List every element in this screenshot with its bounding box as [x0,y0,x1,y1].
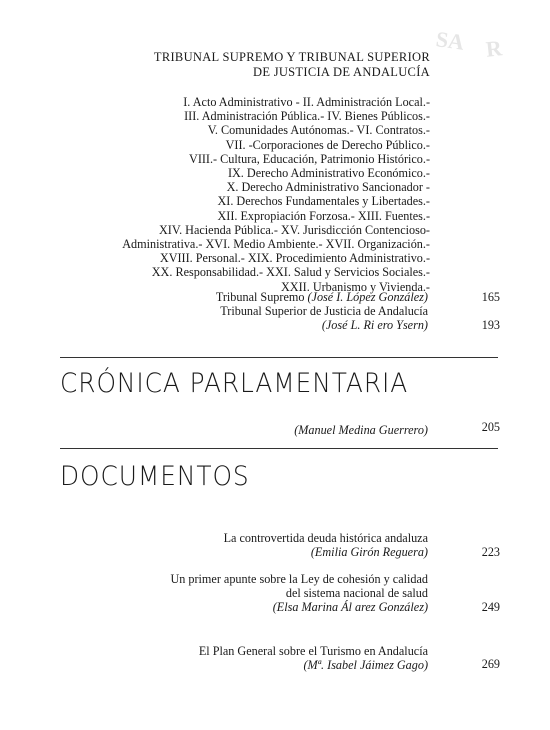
topic-line: V. Comunidades Autónomas.- VI. Contratos.- [207,123,430,138]
topic-line: VIII.- Cultura, Educación, Patrimonio Histórico.- [189,151,430,166]
page-number: 165 [481,290,500,304]
section-divider [60,448,498,449]
page-number: 223 [481,545,500,559]
entry-text [60,290,428,304]
heading-line: DE JUSTICIA DE ANDALUCÍA [253,65,430,79]
bleed-through-mark: R [484,35,504,62]
entry-title: Un primer apunte sobre la Ley de cohesión y calidad [170,572,428,586]
topic-line: X. Derecho Administrativo Sancionador - [226,180,430,195]
topic-line: I. Acto Administrativo - II. Administración Local.- [183,95,430,109]
topic-line: Administrativa.- XVI. Medio Ambiente.- XVII. Organización.- [122,237,430,252]
topic-line: XVIII. Personal.- XIX. Procedimiento Administrativo.- [159,251,430,266]
topic-line: XIV. Hacienda Pública.- XV. Jurisdicción Contencioso- [158,222,430,237]
entry-title: Tribunal Superior de Justicia de Andalucía [220,304,428,318]
page-number: 249 [481,600,500,614]
entry-author: (Mª. Isabel Jáimez Gago) [303,658,428,673]
topic-line: VII. -Corporaciones de Derecho Público.- [225,137,430,152]
toc-entry [60,531,500,559]
entry-author: (Elsa Marina Ál arez González) [272,600,428,615]
entry-title: Tribunal Supremo [215,290,305,304]
entry-author: (José L. Ri ero Ysern) [321,318,428,333]
section-divider [60,357,498,358]
toc-entry [60,304,500,332]
page-number: 269 [481,657,500,671]
topic-line: XII. Expropiación Forzosa.- XIII. Fuentes.- [217,208,430,223]
toc-entry [60,423,500,437]
entry-title: La controvertida deuda histórica andaluza [223,531,428,545]
topic-line: XI. Derechos Fundamentales y Libertades.- [217,194,430,209]
bleed-through-mark: SA [434,26,466,55]
page-number: 205 [481,420,500,434]
section-title-cronica: CRÓNICA PARLAMENTARIA [60,368,409,399]
entry-title: El Plan General sobre el Turismo en Andalucía [198,644,428,658]
toc-entry [60,572,500,615]
entry-author: (Emilia Girón Reguera) [310,545,428,560]
entry-author: (José I. López González) [307,290,428,304]
toc-entry [60,290,500,304]
entry-author: (Manuel Medina Guerrero) [294,423,428,437]
topic-line: IX. Derecho Administrativo Económico.- [227,166,430,181]
topics-list [60,95,430,294]
topic-line: XX. Responsabilidad.- XXI. Salud y Servicios Sociales.- [151,265,430,280]
section-title-documentos: DOCUMENTOS [60,461,250,492]
entry-title: del sistema nacional de salud [285,586,428,601]
topic-line: III. Administración Pública.- IV. Bienes Públicos.- [184,109,430,124]
page-number: 193 [481,318,500,332]
toc-entry [60,644,500,672]
heading-line: TRIBUNAL SUPREMO Y TRIBUNAL SUPERIOR [153,50,430,64]
section-heading [90,50,430,80]
topic-line: XXII. Urbanismo y Vivienda.- [281,279,430,294]
